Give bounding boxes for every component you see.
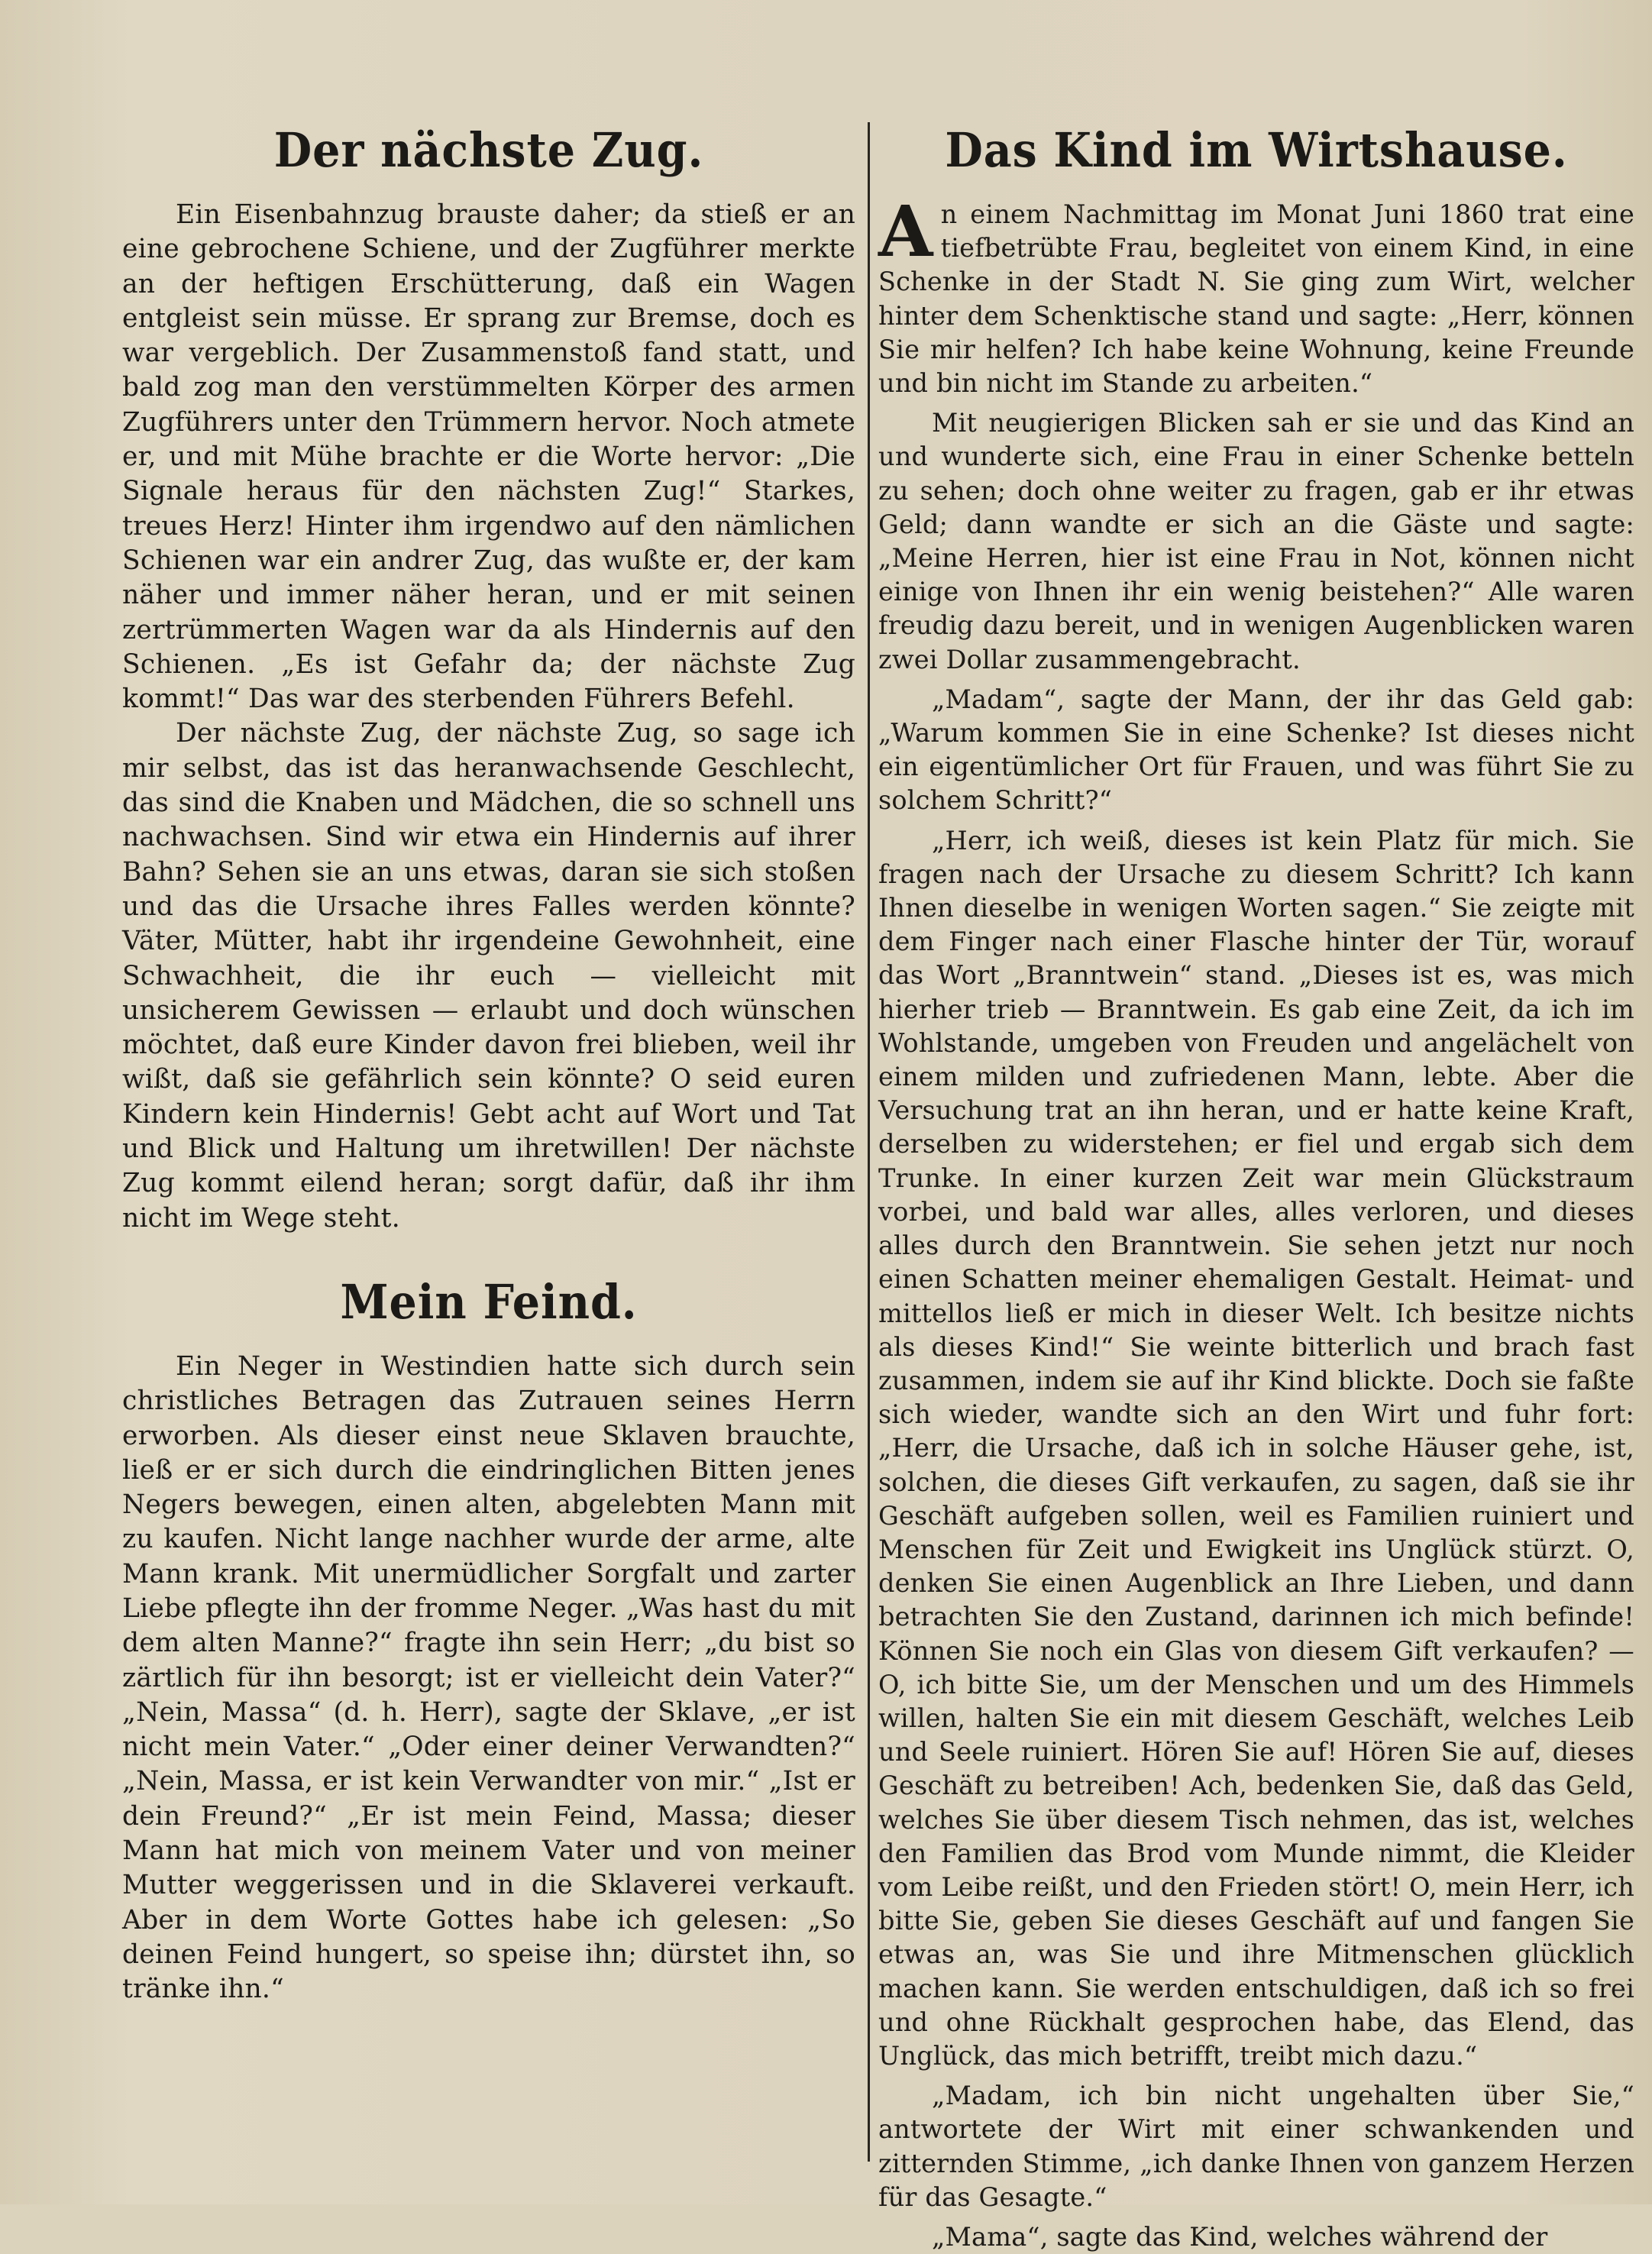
article-paragraph: „Madam“, sagte der Mann, der ihr das Geld gab: „Warum kommen Sie in eine Schenke? Ist dieses nicht ein eigentümlicher Ort für Frauen, und was führt Sie zu solchem Schritt?“ — [878, 684, 1634, 816]
right-column — [878, 115, 1634, 2252]
article-title-next-train: Der nächste Zug. — [273, 122, 704, 178]
column-divider — [868, 122, 870, 2162]
article-paragraph — [878, 190, 1634, 400]
article-paragraph: Ein Neger in Westindien hatte sich durch sein christliches Betragen das Zutrauen seines Herrn erworben. Als dieser einst neue Sklaven brauchte, ließ er er sich durch die eindringlichen Bitten jenes Negers bewegen, einen alten, abgelebten Mann mit zu kaufen. Nicht lange nachher wurde der arme, alte Mann krank. Mit unermüdlicher Sorgfalt und zarter Liebe pflegte ihn der fromme Neger. „Was hast du mit dem alten Manne?“ fragte ihn sein Herr; „du bist so zärtlich für ihn besorgt; ist er vielleicht dein Vater?“ „Nein, Massa“ (d. h. Herr), sagte der Sklave, „er ist nicht mein Vater.“ „Oder einer deiner Verwandten?“ „Nein, Massa, er ist kein Verwandter von mir.“ „Ist er dein Freund?“ „Er ist mein Feind, Massa; dieser Mann hat mich von meinem Vater und von meiner Mutter weggerissen und in die Sklaverei verkauft. Aber in dem Worte Gottes habe ich gelesen: „So deinen Feind hungert, so speise ihn; dürstet ihn, so tränke ihn.“ — [122, 1350, 855, 2005]
paragraph-text: n einem Nachmittag im Monat Juni 1860 trat eine tiefbetrübte Frau, begleitet von einem Kind, in eine Schenke in der Stadt N. Sie ging zum Wirt, welcher hinter dem Schenktische stand und sagte: „Herr, können Sie mir helfen? Ich habe keine Wohnung, keine Freunde und bin nicht im Stande zu arbeiten.“ — [878, 199, 1634, 399]
article-title-child-in-tavern: Das Kind im Wirtshause. — [945, 122, 1568, 178]
article-paragraph: Ein Eisenbahnzug brauste daher; da stieß er an eine gebrochene Schiene, und der Zugführer merkte an der heftigen Erschütterung, daß ein Wagen entgleist sein müsse. Er sprang zur Bremse, doch es war vergeblich. Der Zusammenstoß fand statt, und bald zog man den verstümmelten Körper des armen Zugführers unter den Trümmern hervor. Noch atmete er, und mit Mühe brachte er die Worte hervor: „Die Signale heraus für den nächsten Zug!“ Starkes, treues Herz! Hinter ihm irgendwo auf den nämlichen Schienen war ein andrer Zug, das wußte er, der kam näher und immer näher heran, und er mit seinen zertrümmerten Wagen war da als Hindernis auf den Schienen. „Es ist Gefahr da; der nächste Zug kommt!“ Das war des sterbenden Führers Befehl. — [122, 199, 855, 715]
article-title-my-enemy: Mein Feind. — [340, 1273, 638, 1330]
article-paragraph: „Mama“, sagte das Kind, welches während der — [932, 2221, 1548, 2252]
left-column — [122, 115, 855, 2174]
article-paragraph: Mit neugierigen Blicken sah er sie und das Kind an und wunderte sich, eine Frau in einer Schenke betteln zu sehen; doch ohne weiter zu fragen, gab er ihr etwas Geld; dann wandte er sich an die Gäste und sagte: „Meine Herren, hier ist eine Frau in Not, können nicht einige von Ihnen ihr ein wenig beistehen?“ Alle waren freudig dazu bereit, und in wenigen Augenblicken waren zwei Dollar zusammengebracht. — [878, 408, 1634, 674]
drop-cap: A — [878, 190, 933, 273]
article-paragraph: „Madam, ich bin nicht ungehalten über Sie,“ antwortete der Wirt mit einer schwankenden und zitternden Stimme, „ich danke Ihnen von ganzem Herzen für das Gesagte.“ — [878, 2081, 1634, 2212]
article-paragraph: Der nächste Zug, der nächste Zug, so sage ich mir selbst, das ist das heranwachsende Geschlecht, das sind die Knaben und Mädchen, die so schnell uns nachwachsen. Sind wir etwa ein Hindernis auf ihrer Bahn? Sehen sie an uns etwas, daran sie sich stoßen und das die Ursache ihres Falles werden könnte? Väter, Mütter, habt ihr irgendeine Gewohnheit, eine Schwachheit, die ihr euch — vielleicht mit unsicherem Gewissen — erlaubt und doch wünschen möchtet, daß eure Kinder davon frei blieben, weil ihr wißt, daß sie gefährlich sein könnte? O seid euren Kindern kein Hindernis! Gebt acht auf Wort und Tat und Blick und Haltung um ihretwillen! Der nächste Zug kommt eilend heran; sorgt dafür, daß ihr ihm nicht im Wege steht. — [122, 718, 855, 1234]
article-paragraph: „Herr, ich weiß, dieses ist kein Platz für mich. Sie fragen nach der Ursache zu diesem Schritt? Ich kann Ihnen dieselbe in wenigen Worten sagen.“ Sie zeigte mit dem Finger nach einer Flasche hinter der Tür, worauf das Wort „Branntwein“ stand. „Dieses ist es, was mich hierher trieb — Branntwein. Es gab eine Zeit, da ich im Wohlstande, umgeben von Freuden und angelächelt von einem milden und zufriedenen Mann, lebte. Aber die Versuchung trat an ihn heran, und er hatte keine Kraft, derselben zu widerstehen; er fiel und ergab sich dem Trunke. In einer kurzen Zeit war mein Glückstraum vorbei, und bald war alles, alles verloren, und dieses alles durch den Branntwein. Sie sehen jetzt nur noch einen Schatten meiner ehemaligen Gestalt. Heimat- und mittellos ließ er mich in dieser Welt. Ich besitze nichts als dieses Kind!“ Sie weinte bitterlich und brach fast zusammen, indem sie auf ihr Kind blickte. Doch sie faßte sich wieder, wandte sich an den Wirt und fuhr fort: „Herr, die Ursache, daß ich in solche Häuser gehe, ist, solchen, die dieses Gift verkaufen, zu sagen, daß sie ihr Geschäft aufgeben sollen, weil es Familien ruiniert und Menschen für Zeit und Ewigkeit ins Unglück stürzt. O, denken Sie einen Augenblick an Ihre Lieben, und dann betrachten Sie den Zustand, darinnen ich mich befinde! Können Sie noch ein Glas von diesem Gift verkaufen? — O, ich bitte Sie, um der Menschen und um des Himmels willen, halten Sie ein mit diesem Geschäft, welches Leib und Seele ruiniert. Hören Sie auf! Hören Sie auf, dieses Geschäft zu betreiben! Ach, bedenken Sie, daß das Geld, welches Sie über diesem Tisch nehmen, das ist, welches den Familien das Brod vom Munde nimmt, die Kleider vom Leibe reißt, und den Frieden stört! O, mein Herr, ich bitte Sie, geben Sie dieses Geschäft auf und fangen Sie etwas an, was Sie und ihre Mitmenschen glücklich machen kann. Sie werden entschuldigen, daß ich so frei und ohne Rückhalt gesprochen habe, das Elend, das Unglück, das mich betrifft, treibt mich dazu.“ — [878, 825, 1634, 2071]
